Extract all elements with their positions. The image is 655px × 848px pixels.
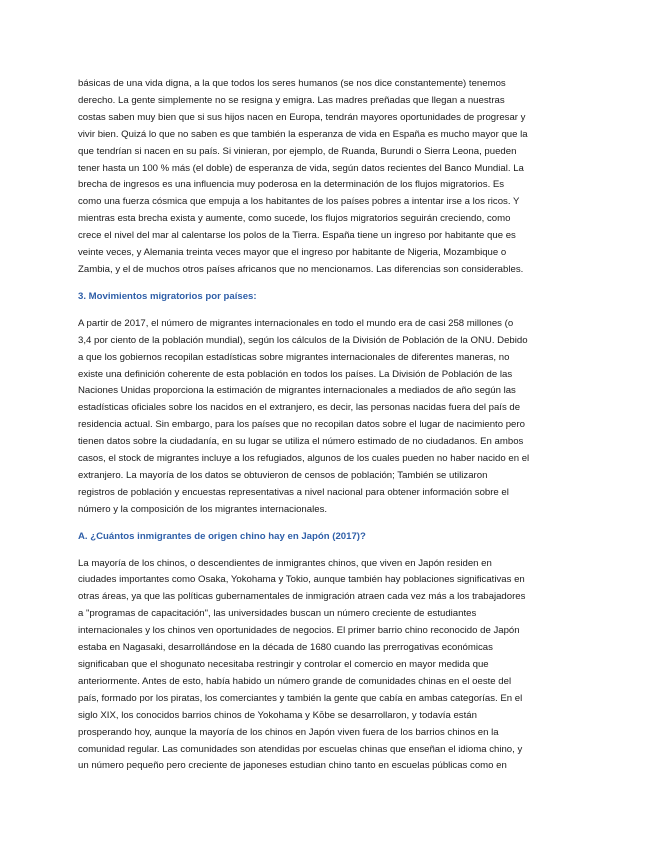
text-line: país, formado por los piratas, los comerciantes y también la gente que cabía en ambas categorías. En el [78,692,523,704]
paragraph-chinese-in-japan [78,556,578,776]
text-line: Naciones Unidas proporciona la estimación de migrantes internacionales a mediados de año según las [78,385,516,397]
text-line: estaba en Nagasaki, desarrollándose en la década de 1680 cuando las prerrogativas económicas [78,642,493,654]
section-heading-chinese-in-japan: A. ¿Cuántos inmigrantes de origen chino hay en Japón (2017)? [78,530,366,542]
text-line: registros de población y encuestas representativas a nivel nacional para obtener información sobre el [78,486,509,498]
text-line: significaban que el shogunato necesitaba restringir y controlar el comercio en mayor medida que [78,659,489,670]
text-line: derecho. La gente simplemente no se resigna y emigra. Las madres preñadas que llegan a nuestras [78,94,505,106]
text-line: existe una definición coherente de esta población en todos los países. La División de Población de las [78,368,513,380]
text-line: La mayoría de los chinos, o descendientes de inmigrantes chinos, que viven en Japón residen en [78,557,492,569]
text-line: a "programas de capacitación", las universidades buscan un número creciente de estudiantes [78,608,477,620]
text-line: a que los gobiernos recopilan estadísticas sobre migrantes internacionales de diferentes maneras, no [78,351,510,363]
text-line: que tendrían si nacen en su país. Si vinieran, por ejemplo, de Ruanda, Burundi o Sierra Leona, pueden [78,145,517,157]
text-line: internacionales y los chinos ven oportunidades de negocios. El primer barrio chino reconocido de Japón [78,625,520,637]
text-line: otras áreas, ya que las políticas gubernamentales de inmigración atraen cada vez más a los trabajadores [78,591,526,603]
text-line: Zambia, y el de muchos otros países africanos que no mencionamos. Las diferencias son considerables. [78,263,524,275]
text-line: costas saben muy bien que si sus hijos nacen en Europa, tendrán mayores oportunidades de progresar y [78,111,526,123]
text-line: tienen datos sobre la ciudadanía, en su lugar se utiliza el número estimado de no ciudadanos. En ambos [78,436,524,448]
text-line: siglo XIX, los conocidos barrios chinos de Yokohama y Kōbe se desarrollaron, y todavía están [78,709,477,721]
text-line: casos, el stock de migrantes incluye a los refugiados, algunos de los cuales pueden no haber nacido en el [78,453,530,465]
text-line: vivir bien. Quizá lo que no saben es que también la esperanza de vida en España es mucho mayor que la [78,128,528,140]
text-line: número y la composición de los migrantes internacionales. [78,503,328,515]
text-line: 3,4 por ciento de la población mundial), según los cálculos de la División de Población de la ONU. Debido [78,334,528,346]
text-line: extranjero. La mayoría de los datos se obtuvieron de censos de población; También se utilizaron [78,469,488,481]
text-line: veinte veces, y Alemania treinta veces mayor que el ingreso por habitante de Nigeria, Mozambique o [78,247,507,259]
paragraph-migration-statistics [78,316,578,519]
text-line: mientras esta brecha exista y aumente, como sucede, los flujos migratorios seguirán creciendo, como [78,213,511,225]
text-line: estadísticas oficiales sobre los nacidos en el extranjero, es decir, las personas nacidas fuera del país de [78,402,521,414]
paragraph-income-gap [78,76,578,279]
text-line: un número pequeño pero creciente de japoneses estudian chino tanto en escuelas públicas como en [78,760,507,772]
text-line: A partir de 2017, el número de migrantes internacionales en todo el mundo era de casi 258 millones (o [78,317,514,329]
text-line: crece el nivel del mar al calentarse los polos de la Tierra. España tiene un ingreso por habitante que es [78,230,516,242]
section-heading-migration-by-country: 3. Movimientos migratorios por países: [78,290,257,302]
text-line: prosperando hoy, aunque la mayoría de los chinos en Japón viven fuera de los barrios chinos en la [78,726,499,738]
text-line: ciudades importantes como Osaka, Yokohama y Tokio, aunque también hay poblaciones significativas en [78,574,525,586]
document-body [78,76,578,775]
text-line: anteriormente. Antes de esto, había habido un número grande de comunidades chinas en el oeste del [78,675,512,687]
text-line: brecha de ingresos es una influencia muy poderosa en la determinación de los flujos migratorios. Es [78,179,505,191]
text-line: tener hasta un 100 % más (el doble) de esperanza de vida, según datos recientes del Banco Mundial. La [78,162,524,174]
text-line: como una fuerza cósmica que empuja a los habitantes de los países pobres a intentar irse a los ricos. Y [78,196,520,208]
text-line: básicas de una vida digna, a la que todos los seres humanos (se nos dice constantemente) tenemos [78,78,506,89]
text-line: residencia actual. Sin embargo, para los países que no recopilan datos sobre el lugar de nacimiento pero [78,419,525,431]
text-line: comunidad regular. Las comunidades son atendidas por escuelas chinas que enseñan el idioma chino, y [78,743,523,755]
